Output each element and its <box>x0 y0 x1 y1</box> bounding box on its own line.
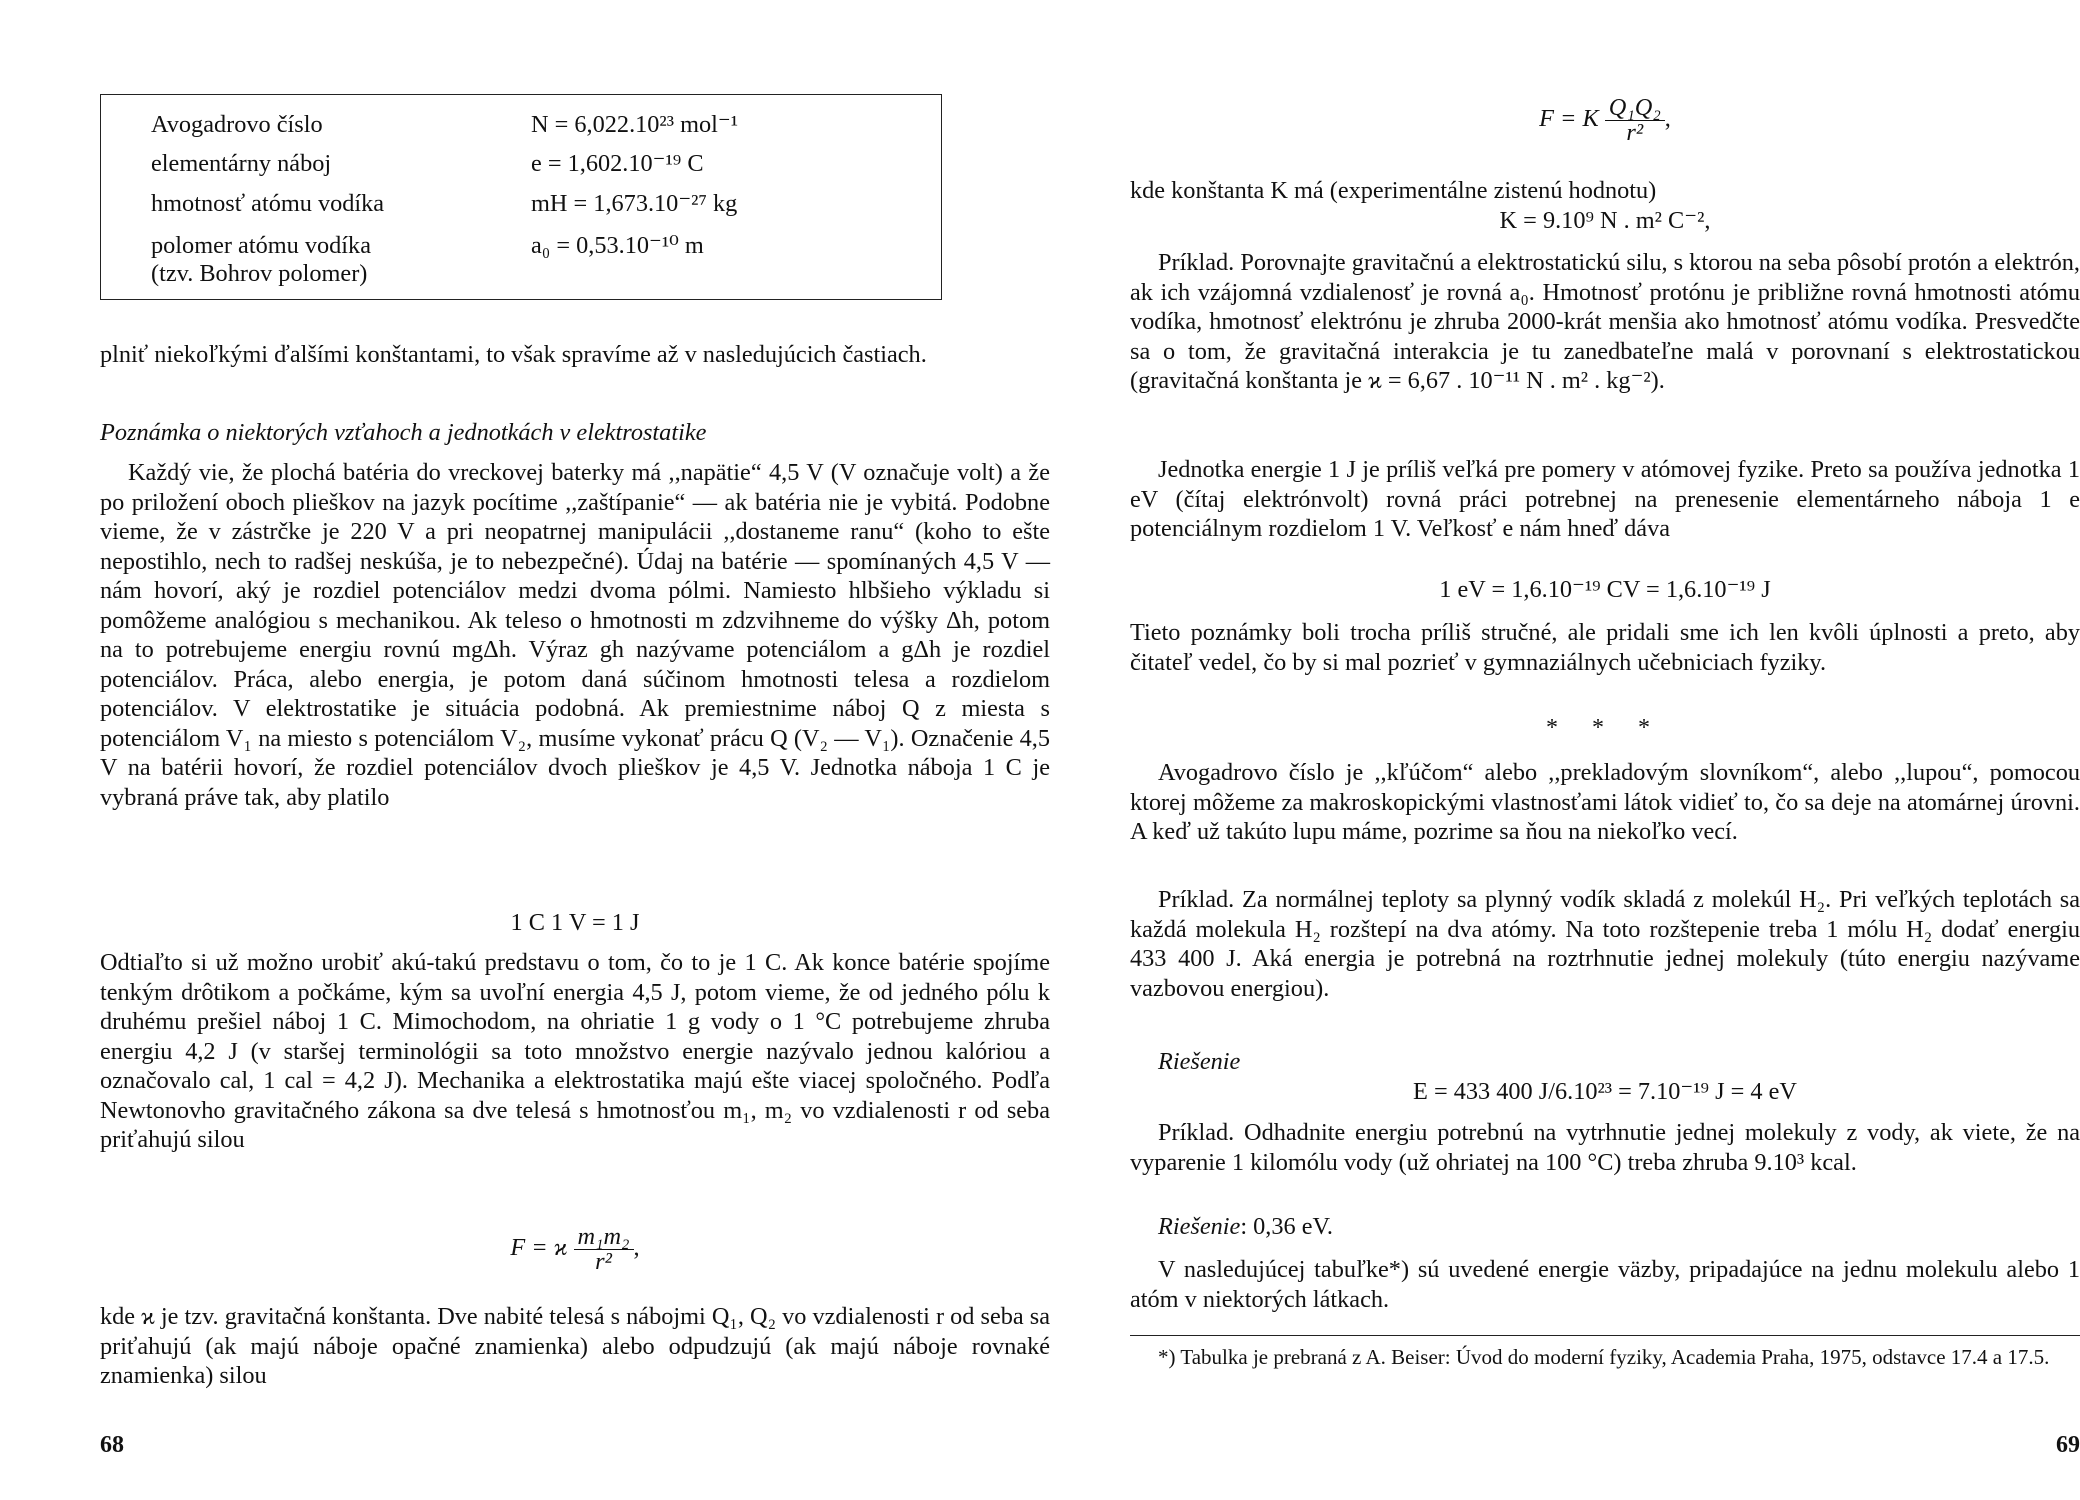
paragraph: Každý vie, že plochá batéria do vreckovej baterky má ,,napätie“ 4,5 V (V označuje volt) a že po priložení oboch plieškov na jazyk pocítime ,,zaštípanie“ — ak batéria nie je vybitá. Podobne vieme, že v zástrčke je 220 V a pri neopatrnej manipulácii ,,dostaneme ranu“ (koho to ešte nepostihlo, nech to radšej neskúša, je to nebezpečné). Údaj na batérie — spomínaných 4,5 V — nám hovorí, aký je rozdiel potenciálov medzi dvoma pólmi. Namiesto hlbšieho výkladu si pomôžeme analógiou s mechanikou. Ak teleso o hmotnosti m zdzvihneme do výšky Δh, potom na to potrebujeme energiu rovnú mgΔh. Výraz gh nazývame potenciálom a gΔh je rozdiel potenciálov. Práca, alebo energia, je potom daná súčinom hmotnosti telesa a rozdielom potenciálov. V elektrostatike je situácia podobná. Ak premiestnime náboj Q z miesta s potenciálom V₁ na miesto s potenciálom V₂, musíme vykonať prácu Q (V₂ — V₁). Označenie 4,5 V na batérii hovorí, že rozdiel potenciálov dvoch plieškov je 4,5 V. Jednotka náboja 1 C je vybraná práve tak, aby platilo <box>100 459 1050 811</box>
footnote-rule <box>1130 1335 2080 1336</box>
constant-name: hmotnosť atómu vodíka <box>151 190 385 217</box>
paragraph: Avogadrovo číslo je ,,kľúčom“ alebo ,,prekladovým slovníkom“, alebo ,,lupou“, pomocou ktorej môžeme za makroskopickými vlastnosťami látok vidieť to, čo sa deje na atomárnej úrovni. A keď už takúto lupu máme, pozrime sa ňou na niekoľko vecí. <box>1130 759 2080 845</box>
constant-value: mH = 1,673.10⁻²⁷ kg <box>531 190 738 217</box>
page-number: 69 <box>2056 1432 2080 1458</box>
footnote: *) Tabulka je prebraná z A. Beiser: Úvod do moderní fyziky, Academia Praha, 1975, odstavce 17.4 a 17.5. <box>1158 1345 2050 1369</box>
fraction-numerator: Q₁Q₂ <box>1605 96 1665 121</box>
constant-name: Avogadrovo číslo <box>151 111 323 138</box>
equation-coulomb: F = K $\frac{\text{Q₁Q₂}}{\text{r²}}$ , <box>1539 94 1671 146</box>
constant-name: elementárny náboj <box>151 150 332 177</box>
constants-table <box>100 94 942 300</box>
paragraph: kde konštanta K má (experimentálne zistenú hodnotu) <box>1130 177 1657 204</box>
section-heading: Poznámka o niektorých vzťahoch a jednotkách v elektrostatike <box>100 419 707 446</box>
paragraph: Jednotka energie 1 J je príliš veľká pre pomery v atómovej fyzike. Preto sa používa jednotka 1 eV (čítaj elektrónvolt) rovná práci potrebnej na prenesenie elementárneho náboja 1 e potenciálnym rozdielom 1 V. Veľkosť e nám hneď dáva <box>1130 456 2080 542</box>
equation: 1 eV = 1,6.10⁻¹⁹ CV = 1,6.10⁻¹⁹ J <box>1439 576 1771 603</box>
equation: E = 433 400 J/6.10²³ = 7.10⁻¹⁹ J = 4 eV <box>1413 1078 1797 1105</box>
paragraph: Tieto poznámky boli trocha príliš stručné, ale pridali sme ich len kvôli úplnosti a preto, aby čitateľ vedel, čo by si mal pozrieť v gymnaziálnych učebniciach fyziky. <box>1130 619 2080 676</box>
solution-label: Riešenie <box>1158 1048 1241 1075</box>
fraction-denominator: r² <box>1626 119 1644 146</box>
paragraph: Príklad. Odhadnite energiu potrebnú na vytrhnutie jednej molekuly z vody, ak viete, že na vyparenie 1 kilomólu vody (už ohriatej na 100 °C) treba zhruba 9.10³ kcal. <box>1130 1119 2080 1176</box>
equation-gravity: F = ϰ $\frac{\text{m₁m₂}}{\text{r²}}$ , <box>510 1223 640 1275</box>
paragraph: plniť niekoľkými ďalšími konštantami, to však spravíme až v nasledujúcich častiach. <box>100 341 927 368</box>
fraction <box>574 1225 634 1274</box>
constant-name: polomer atómu vodíka (tzv. Bohrov polomer) <box>151 232 371 287</box>
section-separator: * * * <box>1546 715 1664 741</box>
paragraph: Odtiaľto si už možno urobiť akú-takú predstavu o tom, čo to je 1 C. Ak konce batérie spojíme tenkým drôtikom a počkáme, kým sa uvoľní energia 4,5 J, potom vieme, že od jedného pólu k druhému prešiel náboj 1 C. Mimochodom, na ohriatie 1 g vody o 1 °C potrebujeme zhruba energiu 4,2 J (v staršej terminológii sa toto množstvo energie nazývalo jednou kalóriou a označovalo cal, 1 cal = 4,2 J). Mechanika a elektrostatika majú ešte viacej spoločného. Podľa Newtonovho gravitačného zákona sa dve telesá s hmotnosťou m₁, m₂ vo vzdialenosti r od seba priťahujú silou <box>100 949 1050 1153</box>
constant-value: a₀ = 0,53.10⁻¹⁰ m <box>531 232 704 259</box>
paragraph: kde ϰ je tzv. gravitačná konštanta. Dve nabité telesá s nábojmi Q₁, Q₂ vo vzdialenosti r od seba sa priťahujú (ak majú náboje opačné znamienka) alebo odpudzujú (ak majú náboje rovnaké znamienka) silou <box>100 1303 1050 1389</box>
fraction <box>1605 96 1665 145</box>
paragraph: Príklad. Porovnajte gravitačnú a elektrostatickú silu, s ktorou na seba pôsobí protón a elektrón, ak ich vzájomná vzdialenosť je rovná a₀. Hmotnosť protónu je približne rovná hmotnosti atómu vodíka, hmotnosť elektrónu je zhruba 2000-krát menšia ako hmotnosť atómu vodíka. Presvedčte sa o tom, že gravitačná interakcia je tu zanedbateľne malá v porovnaní s elektrostatickou (gravitačná konštanta je ϰ = 6,67 . 10⁻¹¹ N . m² . kg⁻²). <box>1130 249 2080 394</box>
equation: K = 9.10⁹ N . m² C⁻², <box>1499 207 1711 234</box>
constant-value: e = 1,602.10⁻¹⁹ C <box>531 150 704 177</box>
solution-label: Riešenie <box>1158 1213 1241 1240</box>
solution-value: : 0,36 eV. <box>1240 1213 1334 1240</box>
fraction-denominator: r² <box>595 1248 612 1275</box>
constant-value: N = 6,022.10²³ mol⁻¹ <box>531 111 738 138</box>
equation-lhs: F = ϰ <box>510 1234 568 1262</box>
solution-line <box>1130 1212 2080 1242</box>
equation: 1 C 1 V = 1 J <box>510 909 640 936</box>
equation-lhs: F = K <box>1539 105 1599 133</box>
paragraph: Príklad. Za normálnej teploty sa plynný vodík skladá z molekúl H₂. Pri veľkých teplotách sa každá molekula H₂ rozštepí na dva atómy. Na toto rozštepenie treba 1 mólu H₂ dodať energiu 433 400 J. Aká energia je potrebná na roztrhnutie jednej molekuly (túto energiu nazývame vazbovou energiou). <box>1130 886 2080 1002</box>
page-number: 68 <box>100 1432 124 1458</box>
paragraph: V nasledujúcej tabuľke*) sú uvedené energie väzby, pripadajúce na jednu molekulu alebo 1 atóm v niektorých látkach. <box>1130 1256 2080 1313</box>
fraction-numerator: m₁m₂ <box>574 1225 634 1250</box>
